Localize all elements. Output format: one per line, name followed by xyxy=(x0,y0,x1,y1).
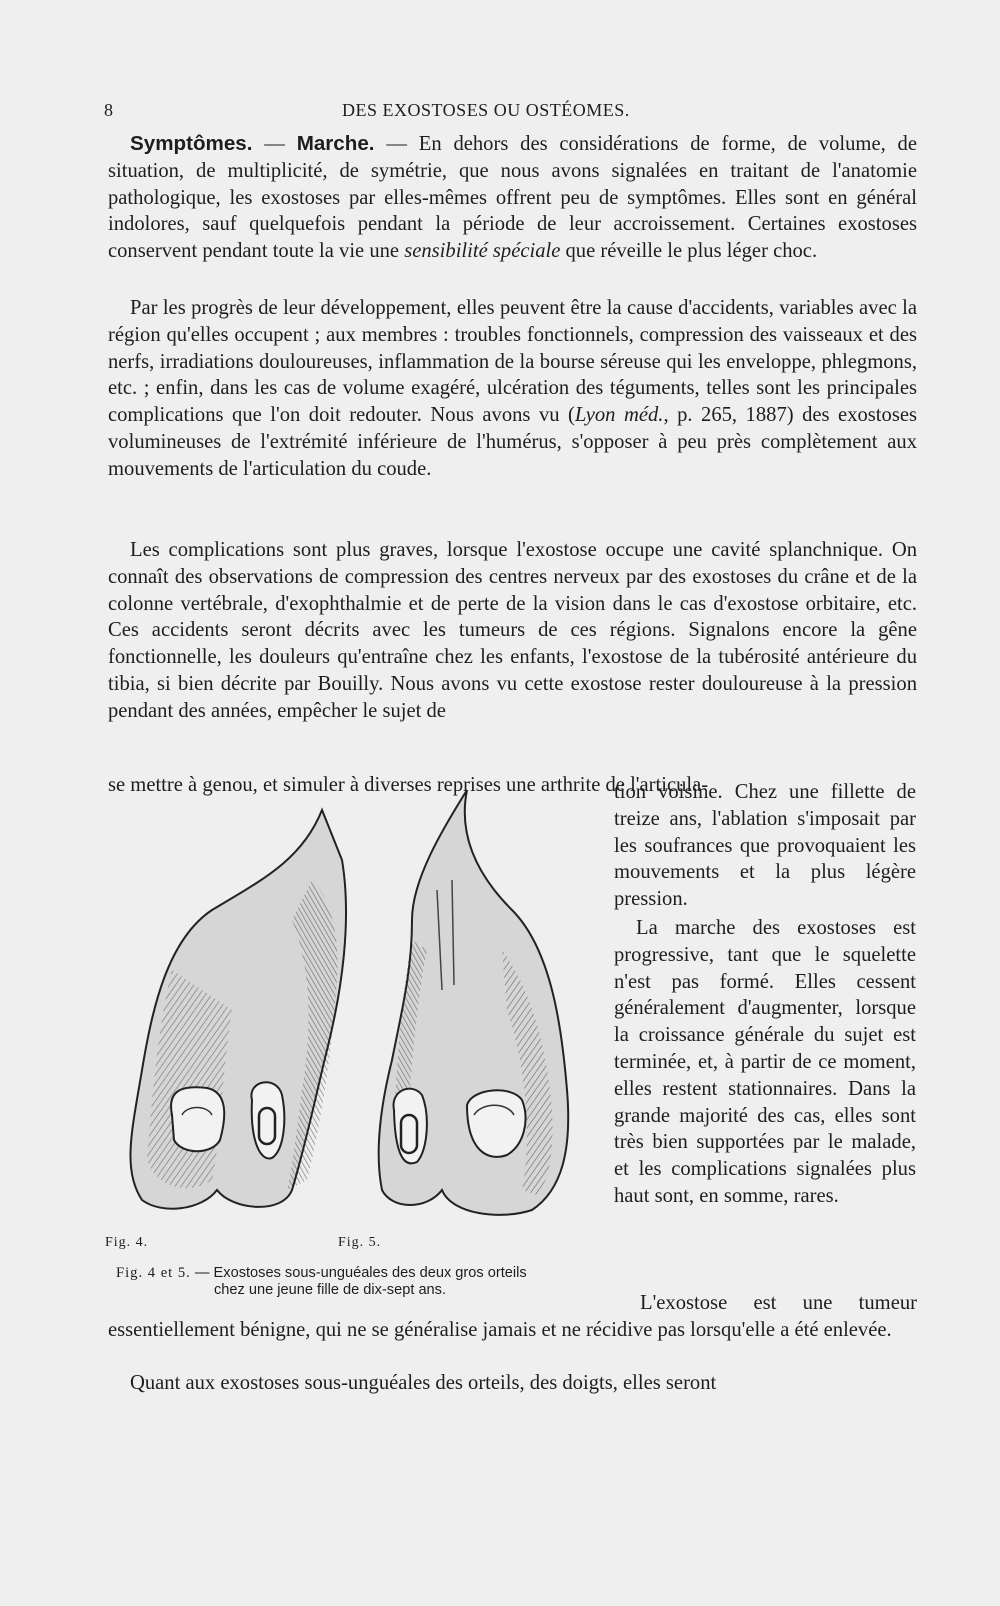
caption-line-1: — Exostoses sous-unguéales des deux gros orteils xyxy=(190,1265,527,1281)
heading-dash: — xyxy=(252,133,297,155)
page-header xyxy=(104,100,904,124)
column-paragraph-marche xyxy=(614,915,916,1210)
column-paragraph-continuation xyxy=(614,779,916,913)
paragraph-text: Quant aux exostoses sous-unguéales des orteils, des doigts, elles seront xyxy=(130,1372,717,1394)
paragraph-complications xyxy=(108,295,917,483)
section-heading-marche: Marche. xyxy=(296,132,375,155)
paragraph-splanchnique xyxy=(108,537,917,725)
paragraph-symptomes xyxy=(108,131,917,265)
toe-engraving xyxy=(112,770,598,1250)
caption-figure-ref: Fig. 4 et 5. xyxy=(116,1265,191,1281)
paragraph-sous-ungueales xyxy=(108,1370,917,1397)
column-text: tion voisine. Chez une fillette de treize ans, l'ablation s'imposait par les soufrances que provoquaient les mouvements et la plus légère pression. xyxy=(614,781,916,911)
figure-label-5: Fig. 5. xyxy=(338,1235,382,1250)
paragraph-text-end: que réveille le plus léger choc. xyxy=(560,240,818,263)
paragraph-text: Par les progrès de leur développement, elles peuvent être la cause d'accidents, variables avec la région qu'elles occupent ; aux membres : troubles fonctionnels, compression des vaisseaux et des nerfs, irradiations douloureuses, inflammation de la bourse séreuse qui les enveloppe, phlegmons, etc. ; enfin, dans les cas de volume exagéré, ulcération des téguments, telles sont les principales complications que l'on doit redouter. Nous avons vu ( xyxy=(108,297,917,427)
italic-term: sensibilité spéciale xyxy=(404,240,561,263)
caption-line-2: chez une jeune fille de dix-sept ans. xyxy=(214,1282,447,1298)
figure-label-4: Fig. 4. xyxy=(105,1235,149,1250)
paragraph-text-end: , p. 265, 1887) des exostoses volumineuses de l'extrémité inférieure de l'humérus, s'opposer à peu près complètement aux mouvements de l'articulation du coude. xyxy=(108,404,917,480)
fig4-drawing xyxy=(130,810,346,1209)
paragraph-text: Les complications sont plus graves, lorsque l'exostose occupe une cavité splanchnique. On connaît des observations de compression des centres nerveux par des exostoses du crâne et de la colonne vertébrale, d'exophthalmie et de perte de la vision dans le cas d'exostose orbitaire, etc. Ces accidents seront décrits avec les tumeurs de ces régions. Signalons encore la gêne fonctionnelle, les douleurs qu'entraîne chez les enfants, l'exostose de la tubérosité antérieure du tibia, si bien décrite par Bouilly. Nous avons vu cette exostose rester douloureuse à la pression pendant des années, empêcher le sujet de xyxy=(108,539,917,722)
running-title: DES EXOSTOSES OU OSTÉOMES. xyxy=(342,100,630,120)
paragraph-benigne xyxy=(108,1290,917,1344)
fig5-drawing xyxy=(379,790,568,1215)
paragraph-text: L'exostose est une tumeur essentiellement bénigne, qui ne se généralise jamais et ne récidive pas lorsqu'elle a été enlevée. xyxy=(108,1292,917,1341)
figure-toes-illustration xyxy=(112,770,598,1250)
section-heading-symptomes: Symptômes. xyxy=(130,132,253,155)
column-text: La marche des exostoses est progressive, tant que le squelette n'est pas formé. Elles cessent généralement d'augmenter, lorsque la croissance générale du sujet est terminée, et, à partir de ce moment, elles restent stationnaires. Dans la grande majorité des cas, elles sont très bien supportées par le malade, et les complications signalées plus haut sont, en somme, rares. xyxy=(614,917,916,1207)
italic-citation: Lyon méd. xyxy=(574,404,664,427)
page-number: 8 xyxy=(104,100,114,120)
paragraph-text: — En dehors des considérations de forme, de volume, de situation, de multiplicité, de symétrie, que nous avons signalées en traitant de l'anatomie pathologique, les exostoses par elles-mêmes offrent peu de symptômes. Elles sont en général indolores, sauf quelquefois pendant la période de leur accroissement. Certaines exostoses conservent pendant toute la vie une xyxy=(108,133,917,263)
paragraph-last-line: se mettre à genou, et simuler à diverses reprises une arthrite de l'articula- xyxy=(108,774,709,796)
